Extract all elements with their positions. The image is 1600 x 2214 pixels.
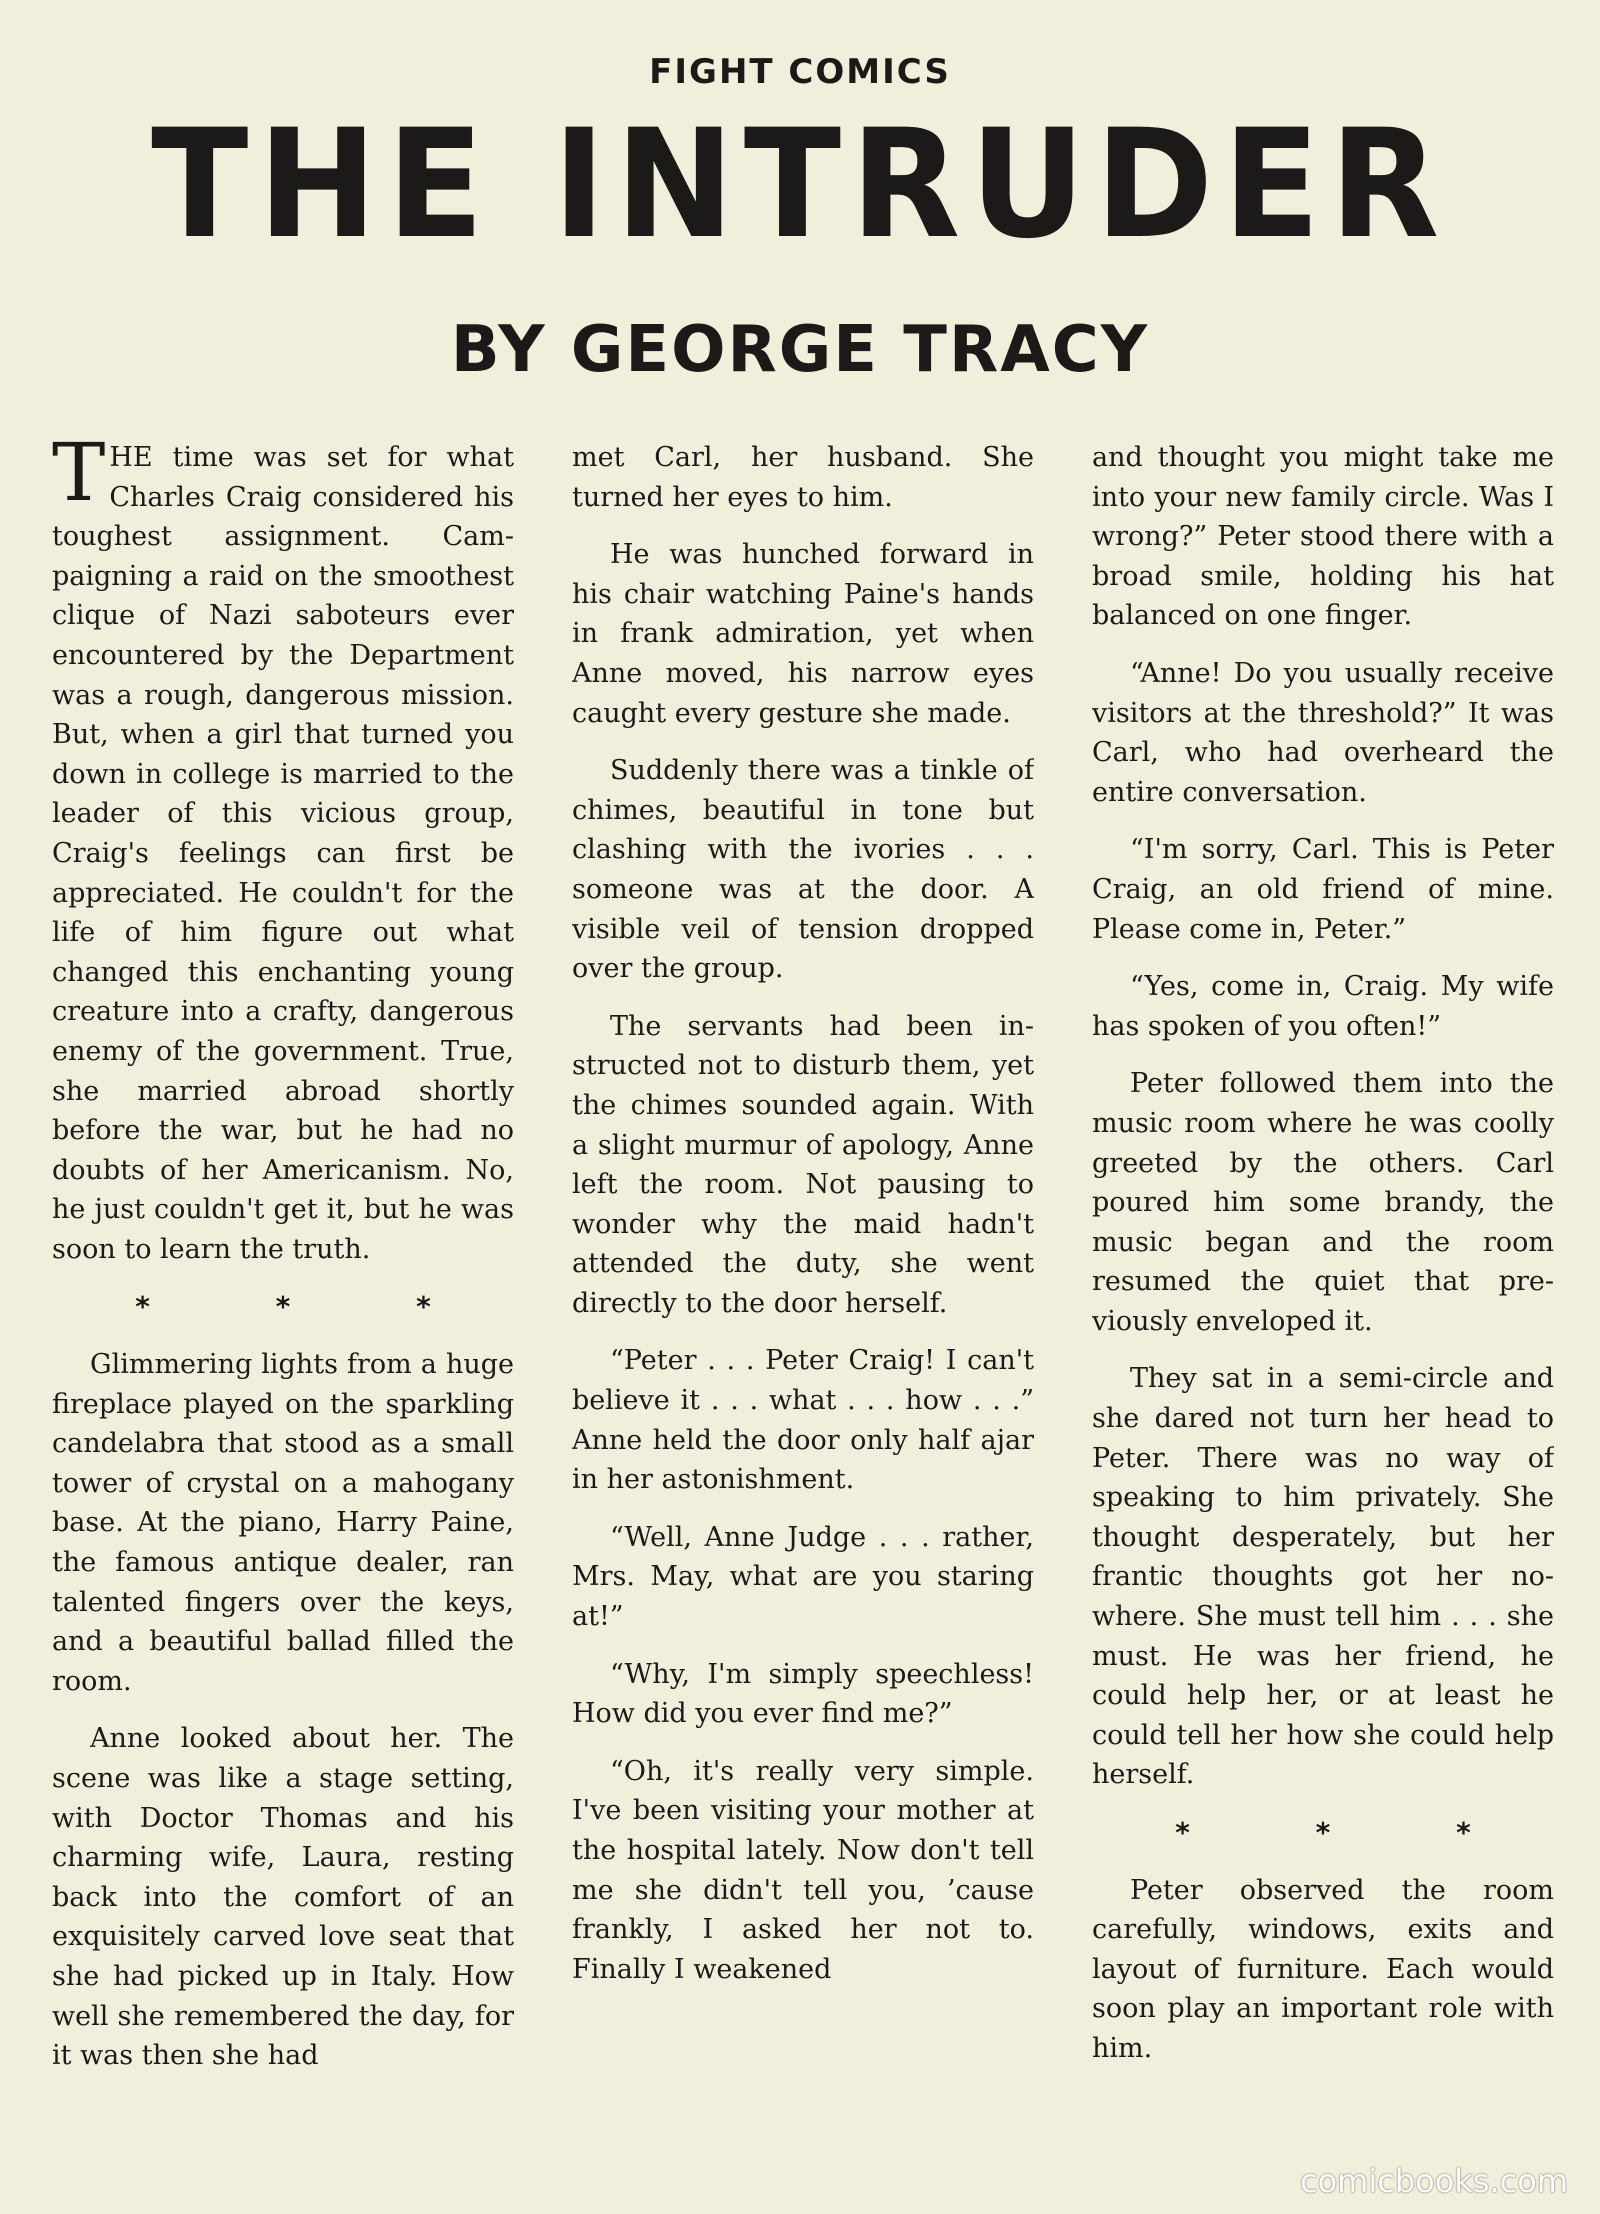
text-column-1 — [52, 438, 514, 2138]
paragraph: Glimmering lights from a huge fireplace played on the sparkling candelabra that stood as a small tower of crystal on a mahogany base. At the piano, Harry Paine, the famous antique dealer, ran talented fingers over the keys, and a beautiful ballad filled the room. — [52, 1349, 514, 1697]
author-byline: BY GEORGE TRACY — [450, 313, 1150, 387]
drop-cap: T — [52, 438, 106, 519]
publication-name: FIGHT COMICS — [649, 52, 951, 92]
paragraph: met Carl, her husband. She turned her eyes to him. — [572, 442, 1034, 513]
watermark-text: comicbooks.com — [1299, 2162, 1568, 2200]
opening-paragraph-text: HE time was set for what Charles Craig considered his toughest assignment. Campaigning a raid on the smoothest clique of Nazi saboteurs ever encountered by the Department was a rough, dangerous mission. But, when a girl that turned you down in college is married to the leader of this vicious group, Craig's feelings can first be appreciated. He couldn't for the life of him figure out what changed this enchanting young creature into a crafty, dangerous enemy of the government. True, she married abroad shortly before the war, but he had no doubts of her Americanism. No, he just couldn't get it, but he was soon to learn the truth. — [52, 442, 514, 1265]
paragraph: “Yes, come in, Craig. My wife has spoken of you often!” — [1092, 971, 1554, 1042]
paragraph: Anne looked about her. The scene was like a stage setting, with Doctor Thomas and his charming wife, Laura, resting back into the comfort of an exquisitely carved love seat that she had picked up in Italy. How well she remembered the day, for it was then she had — [52, 1723, 514, 2072]
paragraph: Peter followed them into the music room where he was coolly greeted by the others. Carl poured him some brandy, the music began and the room resumed the quiet that previously enveloped it. — [1092, 1068, 1554, 1337]
paragraph: Suddenly there was a tinkle of chimes, beautiful in tone but clashing with the ivories . . . someone was at the door. A visible veil of tension dropped over the group. — [572, 755, 1034, 985]
text-column-2 — [572, 438, 1034, 2138]
paragraph: “Why, I'm simply speechless! How did you ever find me?” — [572, 1658, 1034, 1730]
story-title: THE INTRUDER — [151, 98, 1449, 272]
paragraph: They sat in a semi-circle and she dared not turn her head to Peter. There was no way of speaking to him privately. She thought desperately, but her frantic thoughts got her nowhere. She must tell him . . . she must. He was her friend, he could help her, or at least he could tell her how she could help herself. — [1092, 1363, 1554, 1791]
paragraph: The servants had been instructed not to disturb them, yet the chimes sounded again. With a slight murmur of apology, Anne left the room. Not pausing to wonder why the maid hadn't attended the duty, she went directly to the door herself. — [572, 1010, 1034, 1319]
section-separator: * * * — [135, 1290, 489, 1324]
paragraph: “Peter . . . Peter Craig! I can't believe it . . . what . . . how . . .” Anne held the door only half ajar in her astonishment. — [572, 1345, 1034, 1496]
paragraph: “Anne! Do you usually receive visitors at the threshold?” It was Carl, who had overheard the entire conversation. — [1092, 657, 1554, 808]
paragraph: “I'm sorry, Carl. This is Peter Craig, an old friend of mine. Please come in, Peter.” — [1092, 834, 1554, 945]
opening-paragraph — [52, 438, 514, 1269]
text-column-3 — [1092, 438, 1554, 2138]
paragraph: and thought you might take me into your new family circle. Was I wrong?” Peter stood there with a broad smile, holding his hat balanced on one finger. — [1092, 442, 1554, 632]
paragraph: Peter observed the room carefully, windows, exits and layout of furniture. Each would soon play an important role with him. — [1092, 1874, 1554, 2064]
paragraph: He was hunched forward in his chair watching Paine's hands in frank admiration, yet when Anne moved, his narrow eyes caught every gesture she made. — [572, 539, 1034, 729]
paragraph: “Oh, it's really very simple. I've been visiting your mother at the hospital lately. Now don't tell me she didn't tell you, ’cause frankly, I asked her not to. Finally I weakened — [572, 1755, 1034, 1985]
section-separator: * * * — [1175, 1816, 1529, 1849]
paragraph: “Well, Anne Judge . . . rather, Mrs. May, what are you staring at!” — [572, 1521, 1034, 1633]
